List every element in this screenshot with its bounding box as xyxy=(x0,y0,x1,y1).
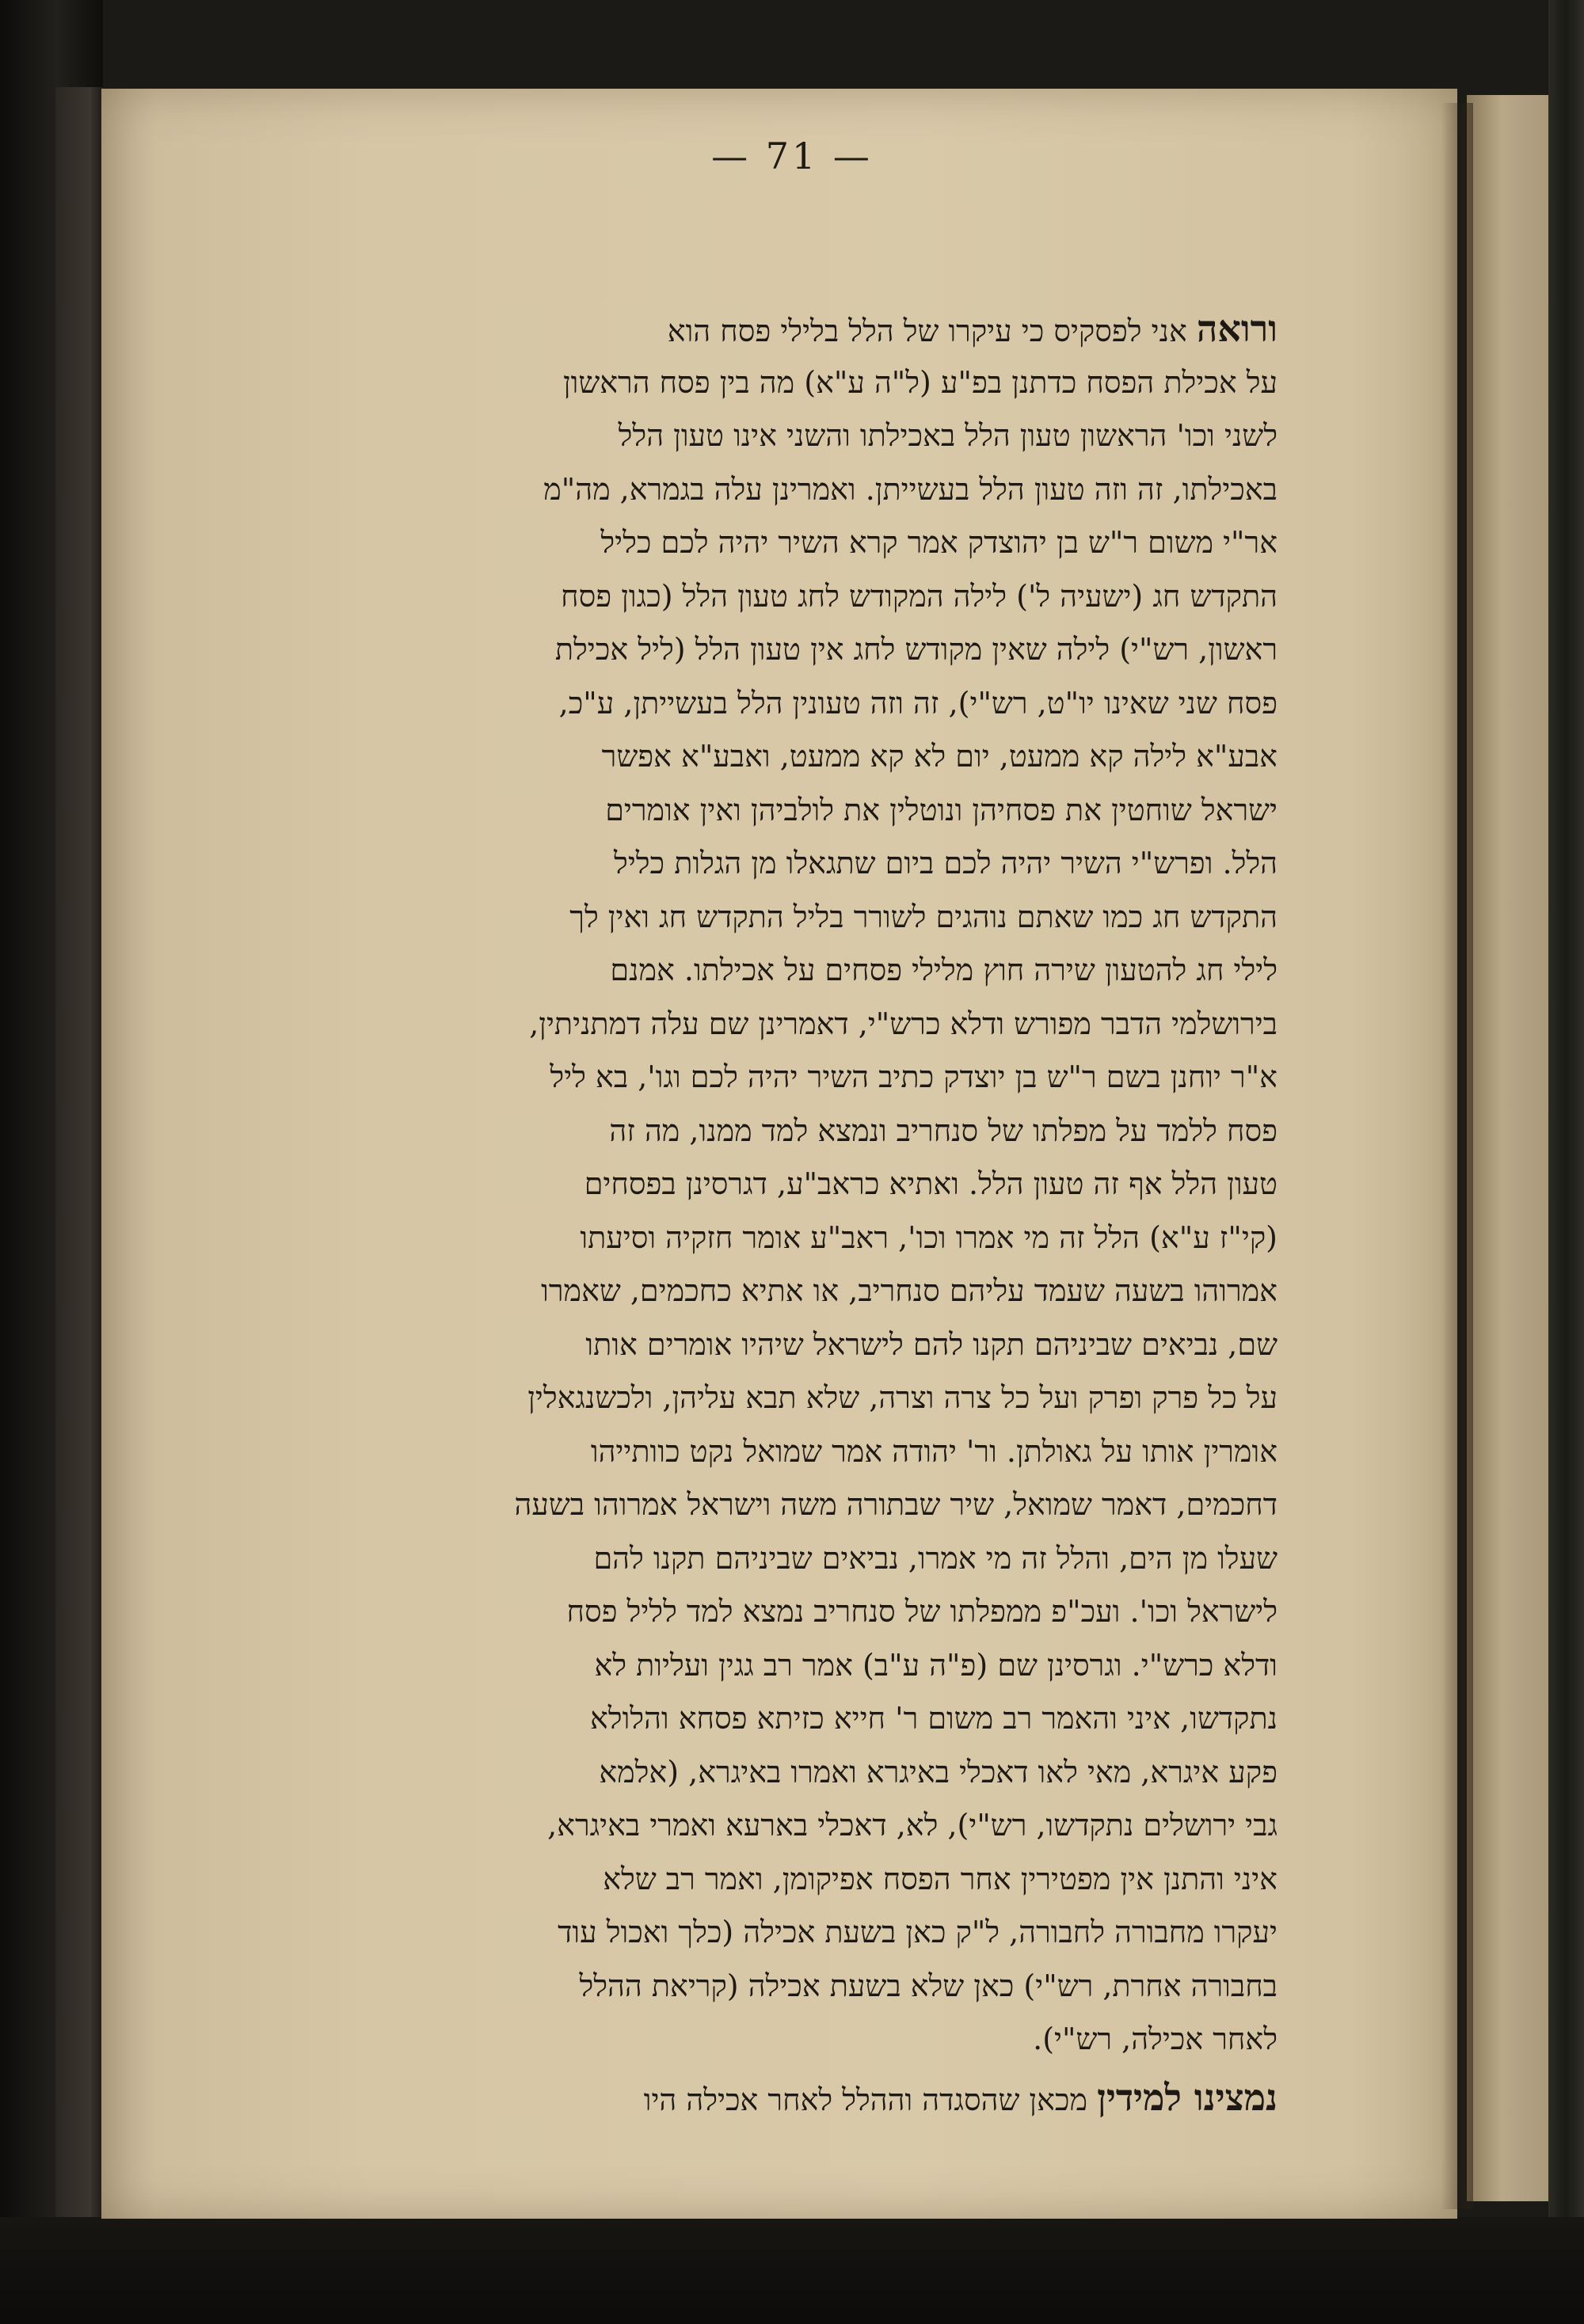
text-line xyxy=(273,1318,1277,1372)
text-line xyxy=(273,409,1277,463)
paragraph-lead-word: ורואה xyxy=(1196,307,1277,350)
line-text: על אכילת הפסח כדתנן בפ"ע (ל"ה ע"א) מה בין פסח הראשון xyxy=(562,364,1277,400)
line-text: לישראל וכו'. ועכ"פ ממפלתו של סנחריב נמצא למד לליל פסח xyxy=(566,1594,1277,1629)
text-line xyxy=(273,1425,1277,1479)
text-line xyxy=(273,944,1277,998)
line-text: הלל. ופרש"י השיר יהיה לכם ביום שתגאלו מן הגלות כליל xyxy=(614,846,1277,881)
text-line xyxy=(273,570,1277,624)
text-line xyxy=(273,463,1277,517)
line-text: על כל פרק ופרק ועל כל צרה וצרה, שלא תבא עליהן, ולכשנגאלין xyxy=(527,1380,1277,1415)
body-text xyxy=(273,302,1277,2124)
line-text: ודלא כרש"י. וגרסינן שם (פ"ה ע"ב) אמר רב גגין ועליות לא xyxy=(594,1647,1277,1683)
text-line xyxy=(273,1371,1277,1425)
text-line xyxy=(273,998,1277,1052)
page-edge-left xyxy=(55,87,105,2225)
page-fold-shadow xyxy=(1441,103,1473,2209)
text-line xyxy=(273,1853,1277,1907)
line-text: אבע"א לילה קא ממעט, יום לא קא ממעט, ואבע"א אפשר xyxy=(601,739,1277,774)
line-text: גבי ירושלים נתקדשו, רש"י), לא, דאכלי בארעא ואמרי באיגרא, xyxy=(547,1808,1277,1843)
line-text: איני והתנן אין מפטירין אחר הפסח אפיקומן, ואמר רב שלא xyxy=(603,1861,1277,1896)
line-text: פסח שני שאינו יו"ט, רש"י), זה וזה טעונין הלל בעשייתן, ע"כ, xyxy=(558,685,1277,721)
line-text: לילי חג להטעון שירה חוץ מלילי פסחים על אכילתו. אמנם xyxy=(610,953,1277,987)
paragraph-lead-word: נמצינו למידין xyxy=(1097,2075,1277,2119)
line-text: (קי"ז ע"א) הלל זה מי אמרו וכו', ראב"ע אומר חזקיה וסיעתו xyxy=(580,1219,1277,1255)
text-line xyxy=(273,784,1277,838)
text-line xyxy=(273,1478,1277,1532)
book-binding-bottom xyxy=(0,2217,1584,2324)
text-line xyxy=(273,1960,1277,2014)
line-text: דחכמים, דאמר שמואל, שיר שבתורה משה וישראל אמרוהו בשעה xyxy=(514,1487,1277,1522)
text-line xyxy=(273,1265,1277,1318)
text-line xyxy=(273,730,1277,784)
text-line xyxy=(273,2071,1277,2125)
line-text: ישראל שוחטין את פסחיהן ונוטלין את לולביהן ואין אומרים xyxy=(605,792,1277,827)
text-line xyxy=(273,677,1277,731)
text-line xyxy=(273,2013,1277,2067)
page-number: — 71 — xyxy=(711,135,873,177)
text-line xyxy=(273,516,1277,570)
text-line xyxy=(273,1746,1277,1800)
text-line xyxy=(273,1585,1277,1639)
text-line xyxy=(273,1211,1277,1265)
line-text: א"ר יוחנן בשם ר"ש בן יוצדק כתיב השיר יהיה לכם וגו', בא ליל xyxy=(550,1059,1277,1094)
text-line xyxy=(273,1532,1277,1586)
text-line xyxy=(273,1906,1277,1960)
text-line xyxy=(273,1692,1277,1746)
text-line xyxy=(273,623,1277,677)
line-text: שם, נביאים שביניהם תקנו להם לישראל שיהיו אומרים אותו xyxy=(585,1326,1277,1362)
text-line xyxy=(273,1105,1277,1158)
line-text: לשני וכו' הראשון טעון הלל באכילתו והשני אינו טעון הלל xyxy=(618,418,1277,453)
text-line xyxy=(273,891,1277,945)
line-text: יעקרו מחבורה לחבורה, ל"ק כאן בשעת אכילה (כלך ואכול עוד xyxy=(558,1915,1277,1949)
line-text: פסח ללמד על מפלתו של סנחריב ונמצא למד ממנו, מה זה xyxy=(609,1113,1277,1148)
line-text: מכאן שהסגדה וההלל לאחר אכילה היו xyxy=(643,2082,1088,2117)
line-text: לאחר אכילה, רש"י). xyxy=(1033,2022,1277,2056)
line-text: נתקדשו, איני והאמר רב משום ר' חייא כזיתא פסחא והלולא xyxy=(590,1701,1277,1736)
line-text: שעלו מן הים, והלל זה מי אמרו, נביאים שביניהם תקנו להם xyxy=(593,1540,1277,1576)
line-text: אומרין אותו על גאולתן. ור' יהודה אמר שמואל נקט כוותייהו xyxy=(590,1433,1277,1469)
line-text: התקדש חג (ישעיה ל') לילה המקודש לחג טעון הלל (כגון פסח xyxy=(561,578,1277,614)
line-text: אמרוהו בשעה שעמד עליהם סנחריב, או אתיא כחכמים, שאמרו xyxy=(541,1273,1277,1308)
line-text: התקדש חג כמו שאתם נוהגים לשורר בליל התקדש חג ואין לך xyxy=(569,899,1277,934)
text-line xyxy=(273,1051,1277,1105)
line-text: בירושלמי הדבר מפורש ודלא כרש"י, דאמרינן שם עלה דמתניתין, xyxy=(529,1006,1277,1041)
line-text: אני לפסקיס כי עיקרו של הלל בלילי פסח הוא xyxy=(667,314,1187,348)
line-text: באכילתו, זה וזה טעון הלל בעשייתן. ואמרינן עלה בגמרא, מה"מ xyxy=(543,471,1277,507)
text-line xyxy=(273,1158,1277,1211)
text-line xyxy=(273,1639,1277,1693)
next-page-edge xyxy=(1467,95,1554,2201)
text-line xyxy=(273,1799,1277,1853)
line-text: ראשון, רש"י) לילה שאין מקודש לחג אין טעון הלל (ליל אכילת xyxy=(554,632,1277,667)
text-line xyxy=(273,837,1277,891)
text-line xyxy=(273,356,1277,410)
line-text: אר"י משום ר"ש בן יהוצדק אמר קרא השיר יהיה לכם כליל xyxy=(600,525,1277,560)
line-text: בחבורה אחרת, רש"י) כאן שלא בשעת אכילה (קריאת ההלל xyxy=(579,1968,1277,2003)
text-line xyxy=(273,302,1277,356)
line-text: פקע איגרא, מאי לאו דאכלי באיגרא ואמרו באיגרא, (אלמא xyxy=(599,1754,1277,1790)
book-binding-right xyxy=(1548,0,1584,2324)
line-text: טעון הלל אף זה טעון הלל. ואתיא כראב"ע, דגרסינן בפסחים xyxy=(584,1166,1277,1201)
